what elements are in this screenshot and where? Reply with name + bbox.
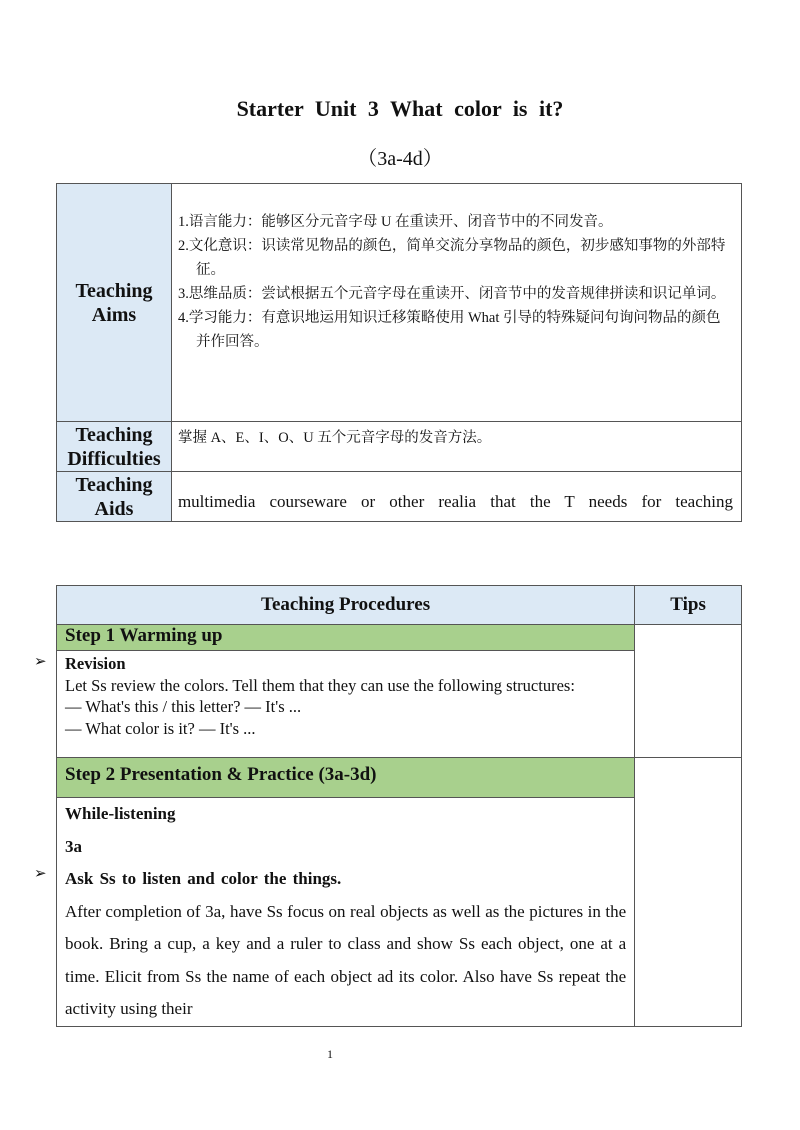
step1-content — [57, 651, 635, 758]
step1-structure-1: — What's this / this letter? — It's ... — [65, 697, 302, 716]
step1-subhead: Revision — [65, 654, 126, 673]
aim-item: 2.文化意识：识读常见物品的颜色，简单交流分享物品的颜色，初步感知事物的外部特征。 — [177, 238, 726, 278]
step1-text: Let Ss review the colors. Tell them that they can use the following structures: — [65, 675, 575, 695]
teaching-difficulties-label: Teaching Difficulties — [57, 422, 172, 472]
step2-title: Step 2 Presentation & Practice (3a-3d) — [57, 758, 635, 798]
teaching-procedures-table — [56, 585, 742, 1027]
step2-content — [57, 798, 635, 1027]
procedures-header: Teaching Procedures — [57, 586, 635, 625]
step2-text: After completion of 3a, have Ss focus on real objects as well as the pictures in the book. Bring a cup, a key and a ruler to class and show Ss each object, one at a time. Elicit from Ss the name of each object ad its color. Also have Ss repeat the activity using their — [65, 901, 627, 1018]
teaching-info-table — [56, 183, 742, 522]
bullet-arrow-icon: ➢ — [34, 866, 47, 882]
page-number: 1 — [327, 1047, 333, 1061]
step1-structure-2: — What color is it? — It's ... — [65, 718, 256, 738]
aim-item: 3.思维品质：尝试根据五个元音字母在重读开、闭音节中的发音规律拼读和识记单词。 — [177, 286, 726, 302]
step1-tips-cell — [635, 625, 742, 758]
teaching-aims-content — [171, 184, 741, 422]
step2-tips-cell — [635, 758, 742, 1027]
teaching-aims-label: Teaching Aims — [57, 184, 172, 422]
step2-label: 3a — [65, 836, 82, 856]
step2-subhead: While-listening — [65, 804, 176, 823]
aim-item: 1.语言能力：能够区分元音字母 U 在重读开、闭音节中的不同发音。 — [177, 214, 613, 230]
bullet-arrow-icon: ➢ — [34, 654, 47, 670]
document-title: Starter Unit 3 What color is it? — [236, 96, 564, 121]
step1-title: Step 1 Warming up — [57, 625, 635, 651]
tips-header: Tips — [635, 586, 742, 625]
teaching-difficulties-content: 掌握 A、E、I、O、U 五个元音字母的发音方法。 — [171, 422, 741, 472]
aim-item: 4.学习能力：有意识地运用知识迁移策略使用 What 引导的特殊疑问句询问物品的颜色并作回答。 — [177, 310, 721, 350]
step2-instruction: Ask Ss to listen and color the things. — [65, 869, 342, 888]
document-subtitle: （3a-4d） — [357, 148, 443, 170]
teaching-aids-label: Teaching Aids — [57, 472, 172, 522]
teaching-aids-content: multimedia courseware or other realia that the T needs for teaching — [171, 472, 741, 522]
